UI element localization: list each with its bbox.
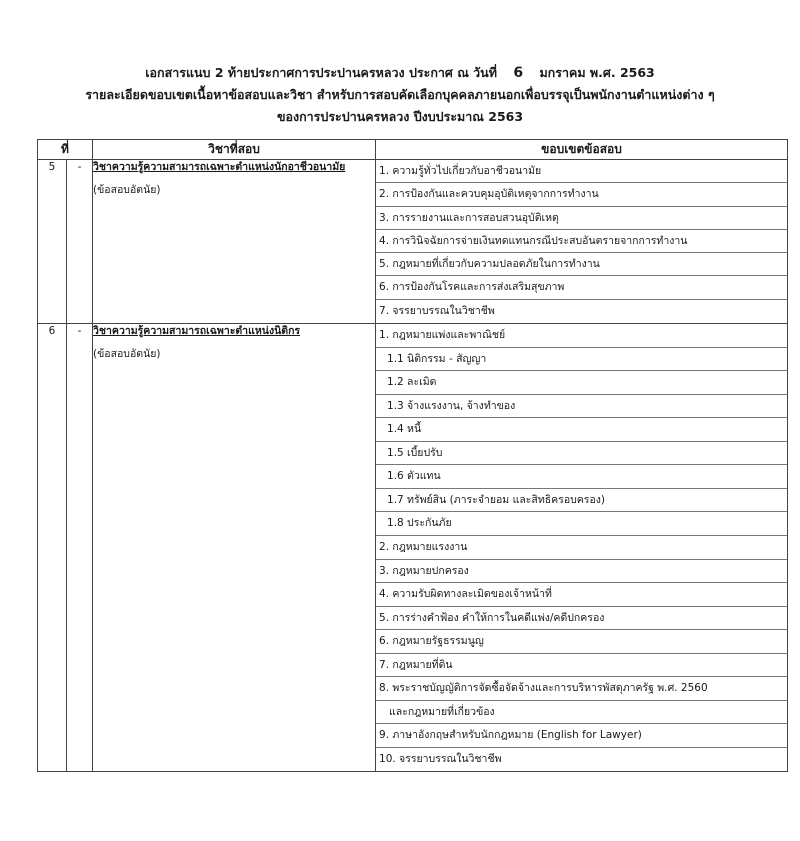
table-row [38, 160, 788, 324]
subject-title: วิชาความรู้ความสามารถเฉพาะตำแหน่งนักอาชีวอนามัย [93, 161, 346, 173]
row-dash: - [67, 160, 93, 324]
table-row [38, 324, 788, 772]
scope-subitem: 1.3 จ้างแรงงาน, จ้างทำของ [376, 395, 787, 419]
scope-item: 7. กฎหมายที่ดิน [376, 654, 787, 678]
scope-list [376, 324, 787, 771]
header-line-1-suffix: มกราคม พ.ศ. 2563 [539, 65, 655, 80]
scope-item: 1. ความรู้ทั่วไปเกี่ยวกับอาชีวอนามัย [376, 160, 787, 183]
scope-subitem: 1.1 นิติกรรม - สัญญา [376, 348, 787, 372]
scope-item: 6. กฎหมายรัฐธรรมนูญ [376, 630, 787, 654]
scope-item: 2. กฎหมายแรงงาน [376, 536, 787, 560]
subject-note: (ข้อสอบอัตนัย) [93, 348, 161, 361]
scope-subitem: 1.7 ทรัพย์สิน (ภาระจำยอม และสิทธิครอบครอง) [376, 489, 787, 513]
scope-subitem: 1.8 ประกันภัย [376, 512, 787, 536]
header-line-1 [0, 62, 800, 84]
subject-note: (ข้อสอบอัตนัย) [93, 184, 161, 196]
scope-item: 5. กฎหมายที่เกี่ยวกับความปลอดภัยในการทำงาน [376, 253, 787, 276]
row-number: 6 [38, 324, 67, 772]
scope-item: 8. พระราชบัญญัติการจัดซื้อจัดจ้างและการบริหารพัสดุภาครัฐ พ.ศ. 2560 [376, 677, 787, 701]
scope-item: 9. ภาษาอังกฤษสำหรับนักกฎหมาย (English for Lawyer) [376, 724, 787, 748]
scope-subitem: 1.4 หนี้ [376, 418, 787, 442]
scope-item: 1. กฎหมายแพ่งและพาณิชย์ [376, 324, 787, 348]
header-line-2: รายละเอียดขอบเขตเนื้อหาข้อสอบและวิชา สำหรับการสอบคัดเลือกบุคคลภายนอกเพื่อบรรจุเป็นพนักงานตำแหน่งต่าง ๆ [85, 87, 715, 102]
document-header [0, 62, 800, 128]
table-header-row [38, 140, 788, 160]
subject-cell [93, 324, 376, 772]
scope-item: 3. การรายงานและการสอบสวนอุบัติเหตุ [376, 207, 787, 230]
scope-item: 6. การป้องกันโรคและการส่งเสริมสุขภาพ [376, 276, 787, 299]
header-line-3: ของการประปานครหลวง ปีงบประมาณ 2563 [276, 109, 524, 124]
scope-subitem: 1.2 ละเมิด [376, 371, 787, 395]
header-line-1-prefix: เอกสารแนบ 2 ท้ายประกาศการประปานครหลวง ประกาศ ณ วันที่ [145, 65, 497, 80]
row-number: 5 [38, 160, 67, 324]
header-subject: วิชาที่สอบ [93, 140, 376, 160]
scope-item: 5. การร่างคำฟ้อง คำให้การในคดีแพ่ง/คดีปกครอง [376, 607, 787, 631]
header-day: 6 [513, 65, 524, 81]
header-no: ที่ [38, 140, 93, 160]
scope-item: 7. จรรยาบรรณในวิชาชีพ [379, 304, 495, 317]
scope-list [376, 160, 787, 323]
header-scope: ขอบเขตข้อสอบ [376, 140, 788, 160]
scope-subitem: 1.5 เบี้ยปรับ [376, 442, 787, 466]
scope-item: 4. การวินิจฉัยการจ่ายเงินทดแทนกรณีประสบอันตรายจากการทำงาน [376, 230, 787, 253]
row-dash: - [67, 324, 93, 772]
scope-subitem: 1.6 ตัวแทน [376, 465, 787, 489]
scope-cell [376, 324, 788, 772]
subject-cell [93, 160, 376, 324]
scope-item: 3. กฎหมายปกครอง [376, 560, 787, 584]
scope-item: 10. จรรยาบรรณในวิชาชีพ [379, 752, 502, 765]
subject-title: วิชาความรู้ความสามารถเฉพาะตำแหน่งนิติกร [93, 325, 301, 338]
scope-item-continuation: และกฎหมายที่เกี่ยวข้อง [376, 701, 787, 725]
scope-cell [376, 160, 788, 324]
scope-item: 4. ความรับผิดทางละเมิดของเจ้าหน้าที่ [376, 583, 787, 607]
scope-item: 2. การป้องกันและควบคุมอุบัติเหตุจากการทำงาน [376, 183, 787, 206]
exam-scope-table [37, 139, 788, 772]
